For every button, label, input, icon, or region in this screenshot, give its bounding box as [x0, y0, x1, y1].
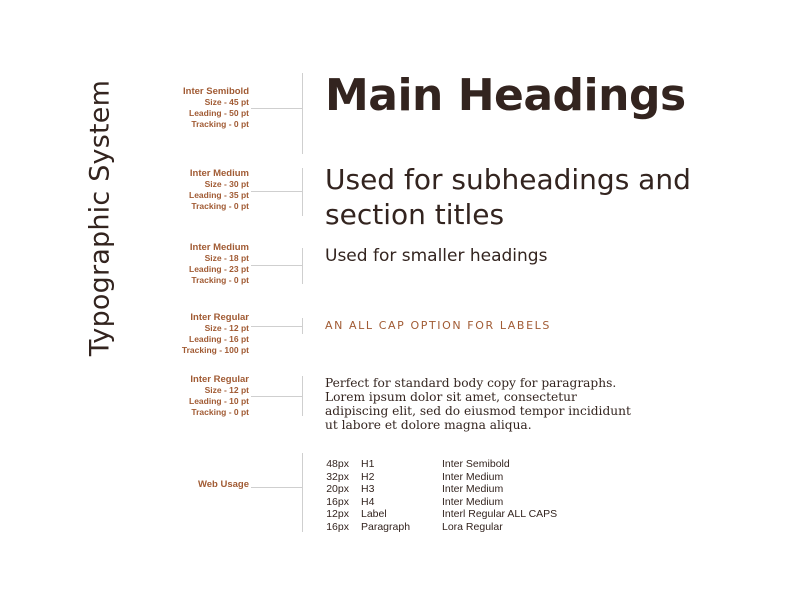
spec-tracking: Tracking - 0 pt	[191, 201, 249, 211]
connector-line	[251, 326, 303, 327]
spec-tracking: Tracking - 0 pt	[191, 275, 249, 285]
spec-size: Size - 45 pt	[204, 97, 249, 107]
sample-label: AN ALL CAP OPTION FOR LABELS	[325, 319, 551, 332]
spec-font-name: Inter Semibold	[183, 86, 249, 97]
web-tag: H4	[361, 495, 375, 508]
spec-leading: Leading - 35 pt	[189, 190, 249, 200]
divider-line	[302, 248, 303, 284]
page-title: Typographic System	[84, 79, 116, 357]
web-tag: H1	[361, 458, 375, 470]
web-tag: Label	[361, 508, 387, 521]
spec-size: Size - 30 pt	[204, 179, 249, 189]
spec-leading: Leading - 16 pt	[189, 334, 249, 344]
connector-line	[251, 265, 303, 266]
web-font: Inter Medium	[442, 483, 504, 496]
spec-size: Size - 18 pt	[204, 253, 249, 263]
spec-size: Size - 12 pt	[204, 323, 249, 333]
connector-line	[251, 191, 303, 192]
divider-line	[302, 168, 303, 216]
web-tag: H3	[361, 483, 375, 496]
sample-subheading: Used for subheadings and section titles	[325, 163, 691, 231]
web-size: 16px	[326, 520, 349, 533]
spec-font-name: Inter Medium	[189, 242, 249, 253]
spec-leading: Leading - 50 pt	[189, 108, 249, 118]
divider-line	[302, 453, 303, 532]
web-font: Inter Medium	[442, 495, 504, 508]
spec-paragraph	[189, 374, 249, 418]
sample-main-heading: Main Headings	[325, 70, 686, 121]
web-font: Lora Regular	[442, 520, 503, 533]
spec-tracking: Tracking - 0 pt	[191, 119, 249, 129]
spec-leading: Leading - 23 pt	[189, 264, 249, 274]
web-size: 48px	[326, 458, 349, 470]
connector-line	[251, 487, 303, 488]
spec-smaller-heading	[189, 242, 249, 286]
sample-smaller-heading: Used for smaller headings	[325, 246, 548, 266]
sample-paragraph: Perfect for standard body copy for paragraphs. Lorem ipsum dolor sit amet, consectetur adipiscing elit, sed do eiusmod tempor incididunt ut labore et dolore magna aliqua.	[325, 376, 631, 432]
spec-main-heading	[183, 86, 249, 130]
spec-leading: Leading - 10 pt	[189, 396, 249, 406]
web-size: 12px	[326, 508, 349, 521]
connector-line	[251, 396, 303, 397]
web-size: 16px	[326, 495, 349, 508]
divider-line	[302, 73, 303, 154]
spec-label	[182, 312, 249, 356]
web-size: 20px	[326, 483, 349, 496]
web-tag: Paragraph	[361, 520, 411, 533]
web-font: Interl Regular ALL CAPS	[442, 508, 558, 521]
web-tag: H2	[361, 470, 375, 483]
web-font: Inter Medium	[442, 470, 504, 483]
web-usage-label: Web Usage	[197, 479, 249, 490]
spec-size: Size - 12 pt	[204, 385, 249, 395]
spec-tracking: Tracking - 100 pt	[181, 345, 249, 355]
web-size: 32px	[326, 470, 349, 483]
spec-font-name: Inter Regular	[190, 374, 249, 385]
divider-line	[302, 318, 303, 334]
spec-font-name: Inter Medium	[189, 168, 249, 179]
connector-line	[251, 108, 303, 109]
spec-font-name: Inter Regular	[190, 312, 249, 323]
divider-line	[302, 376, 303, 416]
spec-tracking: Tracking - 0 pt	[191, 407, 249, 417]
web-font: Inter Semibold	[442, 458, 510, 470]
spec-subheading	[189, 168, 249, 212]
